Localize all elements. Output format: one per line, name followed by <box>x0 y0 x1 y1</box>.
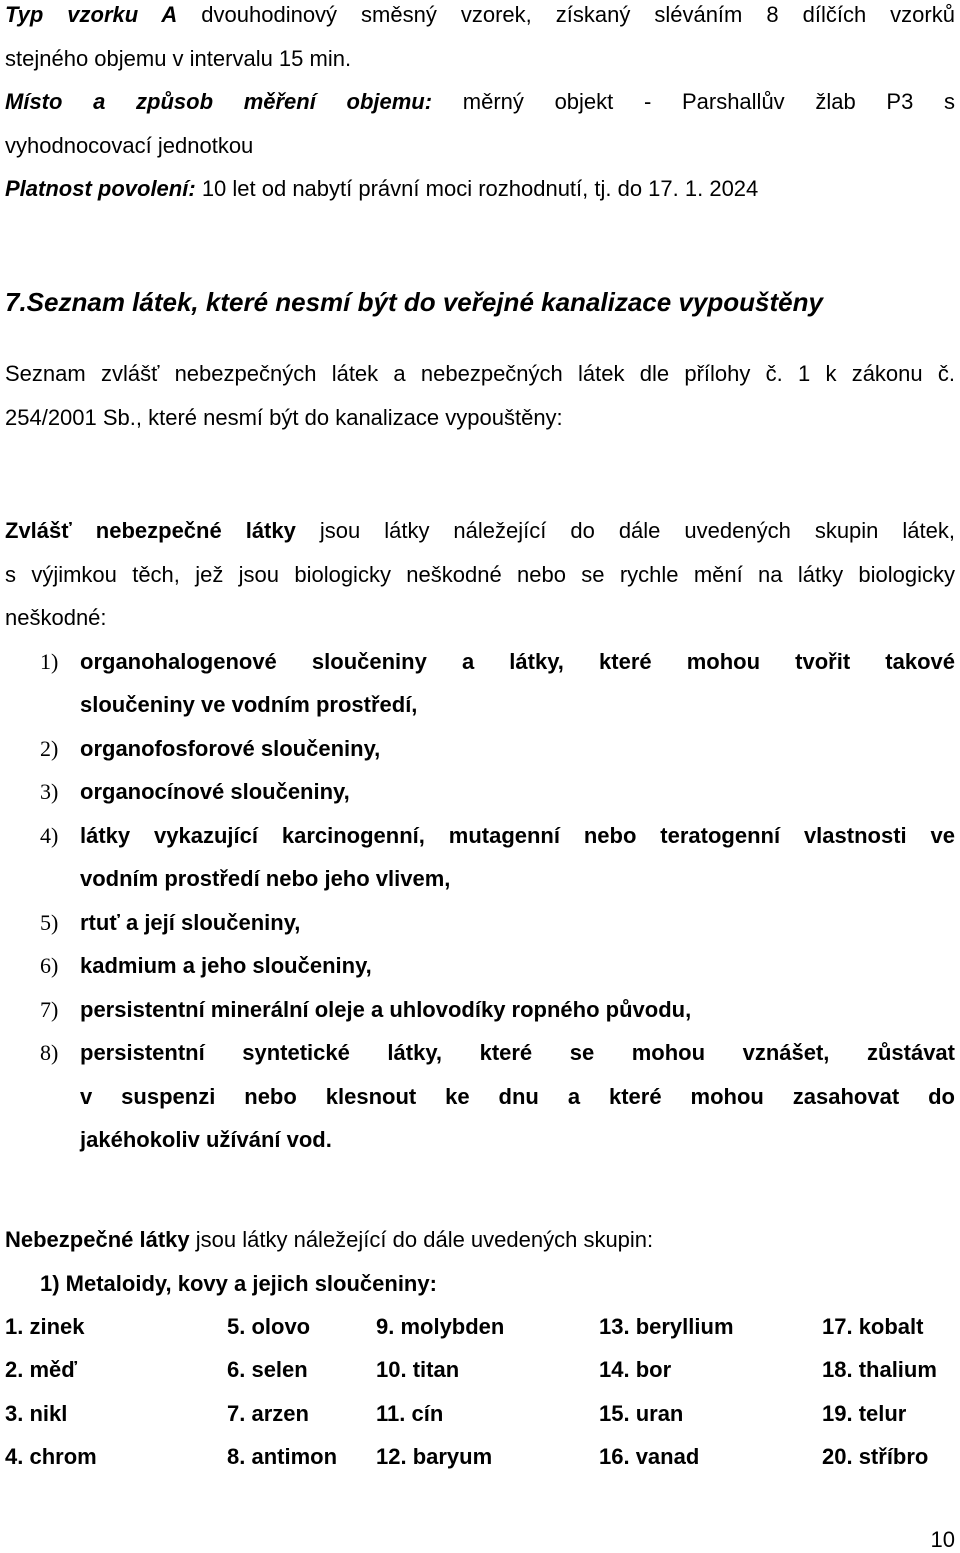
metal-item: 9. molybden <box>376 1313 505 1339</box>
special-label: Zvlášť nebezpečné látky <box>5 518 296 543</box>
list-item-number: 1) <box>40 648 59 674</box>
list-item-line: organohalogenové sloučeniny a látky, které mohou tvořit takové <box>80 648 955 674</box>
list-item-number: 3) <box>40 779 59 804</box>
metal-item: 2. měď <box>5 1357 78 1383</box>
metal-item: 16. vanad <box>599 1444 700 1470</box>
place-line-2: vyhodnocovací jednotkou <box>5 132 254 158</box>
metal-item: 10. titan <box>376 1357 460 1383</box>
special-line-1 <box>5 509 955 553</box>
list-item-number: 5) <box>40 909 59 935</box>
metal-item: 13. beryllium <box>599 1313 734 1339</box>
list-item-line: v suspenzi nebo klesnout ke dnu a které mohou zasahovat do <box>80 1083 955 1109</box>
place-text: měrný objekt - Parshallův žlab P3 s <box>462 89 955 114</box>
list-item-number: 7) <box>40 996 59 1022</box>
list-item <box>5 770 955 814</box>
place-label: Místo a způsob měření objemu: <box>5 89 433 114</box>
metal-item: 14. bor <box>599 1357 672 1383</box>
sample-type-line-2: stejného objemu v intervalu 15 min. <box>5 45 352 71</box>
list-item-number: 8) <box>40 1040 59 1065</box>
list-item-line: persistentní minerální oleje a uhlovodíky ropného původu, <box>80 996 692 1022</box>
metal-item: 7. arzen <box>227 1400 309 1426</box>
metal-item: 20. stříbro <box>822 1444 929 1470</box>
metal-item: 11. cín <box>376 1400 444 1426</box>
special-text-1: jsou látky náležející do dále uvedených skupin látek, <box>319 518 955 543</box>
list-item-line: organocínové sloučeniny, <box>80 779 350 804</box>
hazardous-label: Nebezpečné látky <box>5 1227 190 1252</box>
list-item-line: vodním prostředí nebo jeho vlivem, <box>80 866 451 891</box>
section-intro <box>5 352 955 439</box>
validity-label: Platnost povolení: <box>5 176 196 201</box>
metal-item: 19. telur <box>822 1400 907 1426</box>
list-item <box>5 640 955 727</box>
metal-item: 4. chrom <box>5 1444 97 1470</box>
list-item-number: 2) <box>40 735 59 761</box>
validity-text: 10 let od nabytí právní moci rozhodnutí, tj. do 17. 1. 2024 <box>201 176 759 201</box>
list-item <box>5 988 955 1032</box>
special-line-2: s výjimkou těch, jež jsou biologicky neškodné nebo se rychle mění na látky biologicky <box>5 561 955 587</box>
special-list <box>5 640 955 1162</box>
metal-item: 12. baryum <box>376 1444 493 1470</box>
metal-item: 18. thalium <box>822 1357 937 1383</box>
metal-item: 1. zinek <box>5 1313 85 1339</box>
list-item-line: organofosforové sloučeniny, <box>80 735 381 761</box>
list-item <box>5 727 955 771</box>
metal-item: 3. nikl <box>5 1400 68 1426</box>
intro-block <box>5 0 955 211</box>
list-item-number: 6) <box>40 953 59 978</box>
section-intro-line-2: 254/2001 Sb., které nesmí být do kanalizace vypouštěny: <box>5 404 563 430</box>
list-item-line: kadmium a jeho sloučeniny, <box>80 953 372 978</box>
hazardous-text: jsou látky náležející do dále uvedených skupin: <box>195 1227 654 1252</box>
hazardous-substances-block <box>5 1218 955 1305</box>
list-item-line: rtuť a její sloučeniny, <box>80 909 301 935</box>
list-item-line: persistentní syntetické látky, které se mohou vznášet, zůstávat <box>80 1040 955 1065</box>
list-item-line: jakéhokoliv užívání vod. <box>80 1127 332 1152</box>
sample-type-text: dvouhodinový směsný vzorek, získaný sléváním 8 dílčích vzorků <box>201 2 955 27</box>
list-item <box>5 1031 955 1162</box>
list-item-line: látky vykazující karcinogenní, mutagenní nebo teratogenní vlastnosti ve <box>80 822 955 848</box>
metal-item: 6. selen <box>227 1357 308 1383</box>
sample-type-label: Typ vzorku A <box>5 2 178 27</box>
validity-line <box>5 167 955 211</box>
metal-item: 5. olovo <box>227 1313 311 1339</box>
metal-item: 15. uran <box>599 1400 684 1426</box>
list-item <box>5 814 955 901</box>
special-line-3: neškodné: <box>5 605 107 630</box>
metals-group-heading: 1) Metaloidy, kovy a jejich sloučeniny: <box>40 1270 437 1296</box>
hazardous-line <box>5 1218 955 1262</box>
special-substances-block <box>5 509 955 1162</box>
page-number: 10 <box>930 1527 955 1552</box>
section-heading: 7.Seznam látek, které nesmí být do veřejné kanalizace vypouštěny <box>5 287 823 317</box>
list-item <box>5 901 955 945</box>
list-item <box>5 944 955 988</box>
list-item-number: 4) <box>40 822 59 848</box>
metal-item: 8. antimon <box>227 1444 338 1470</box>
list-item-line: sloučeniny ve vodním prostředí, <box>80 692 418 717</box>
metals-grid <box>5 1305 955 1479</box>
place-line-1 <box>5 80 955 124</box>
section-intro-line-1: Seznam zvlášť nebezpečných látek a nebezpečných látek dle přílohy č. 1 k zákonu č. <box>5 361 955 386</box>
metal-item: 17. kobalt <box>822 1313 924 1339</box>
sample-type-line-1 <box>5 0 955 37</box>
